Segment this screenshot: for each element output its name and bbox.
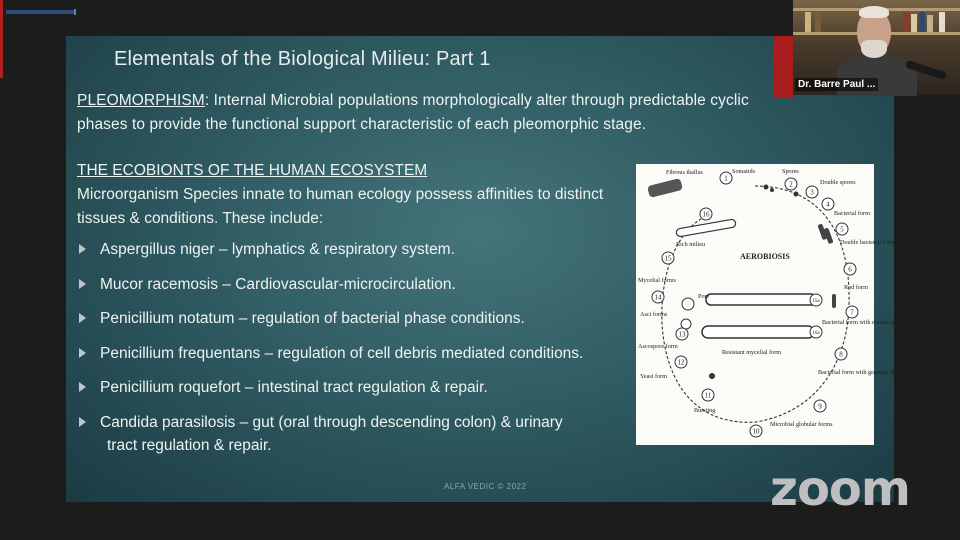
list-item (77, 273, 657, 296)
label-bursting: Bursting (694, 407, 716, 414)
label-asci-forms: Asci forms (640, 311, 668, 318)
stage-number: 13 (678, 330, 686, 339)
label-microbial-globular: Microbial globular forms (770, 421, 833, 428)
spore-dot (794, 192, 799, 197)
shared-slide (66, 36, 925, 502)
pleomorphism-paragraph (77, 89, 767, 137)
cycle-diagram-svg (636, 164, 925, 445)
bullet-arrow-icon (79, 313, 86, 323)
stage-number: 15a (812, 299, 820, 304)
stage-number: 11 (704, 391, 712, 400)
left-edge-accent (0, 0, 3, 78)
label-double-spores: Double spores (820, 179, 856, 186)
stage-number: 8 (839, 350, 843, 359)
stage-number: 12 (677, 358, 685, 367)
background-book (939, 12, 945, 32)
stage-number: 2 (789, 180, 793, 189)
label-somatids: Somatids (732, 168, 756, 175)
list-item-text: Penicillium notatum – regulation of bacterial phase conditions. (100, 310, 525, 327)
list-item-text: Candida parasilosis – gut (oral through descending colon) & urinary (100, 413, 563, 431)
bullet-arrow-icon (79, 382, 86, 392)
spore-dot (764, 185, 769, 190)
background-book (911, 14, 917, 32)
pleomorphism-heading: PLEOMORPHISM (77, 92, 205, 109)
background-book (903, 12, 909, 32)
label-mycelial-forms: Mycelial forms (638, 277, 676, 284)
label-ascospore-form: Ascospore form (638, 343, 678, 350)
stage-number: 10 (752, 427, 760, 436)
bullet-arrow-icon (79, 244, 86, 254)
rod-shape (832, 294, 836, 308)
label-double-bacterial-form: Double bacterial form (840, 239, 895, 246)
participant-hair (859, 6, 889, 18)
list-item (77, 238, 657, 261)
participant-beard (861, 40, 887, 58)
bullet-arrow-icon (79, 417, 86, 427)
stage-number: 15 (664, 254, 672, 263)
slide-title: Elementals of the Biological Milieu: Part 1 (114, 48, 491, 70)
fibrous-thallus-shape (647, 178, 683, 198)
stage-number: 16 (702, 210, 710, 219)
ecobionts-heading: THE ECOBIONTS OF THE HUMAN ECOSYSTEM (77, 162, 428, 179)
slide-accent-bar (774, 36, 794, 98)
stage-number: 16a (812, 331, 820, 336)
label-spores: Spores (782, 168, 799, 175)
label-pore: Pore (698, 293, 710, 300)
mycelial-tube-shape (706, 294, 816, 305)
label-bacterial-form-granular: Bacterial form with granular double spores (818, 369, 925, 376)
background-book (815, 14, 821, 32)
background-book (805, 12, 811, 32)
yeast-dot (709, 373, 715, 379)
label-rich-milieu: Rich milieu (676, 241, 706, 248)
bullet-arrow-icon (79, 348, 86, 358)
species-list (77, 238, 657, 468)
label-bacterial-form-double-spores: Bacterial form with double spores (822, 319, 907, 326)
label-resistant-mycelial: Resistant mycelial form (722, 349, 782, 356)
list-item (77, 307, 657, 330)
ascospore-shape (681, 319, 691, 329)
stage-number: 5 (840, 225, 844, 234)
stage-number: 4 (826, 200, 830, 209)
background-book (919, 12, 925, 32)
slide-footer: ALFA VEDIC © 2022 (444, 482, 527, 491)
stage-number: 1 (724, 174, 728, 183)
ecobionts-section (77, 159, 637, 231)
list-item-text: Mucor racemosis – Cardiovascular-microcirculation. (100, 275, 456, 293)
list-item-text: Aspergillus niger – lymphatics & respiratory system. (100, 241, 455, 258)
list-item (77, 411, 657, 457)
bullet-arrow-icon (79, 279, 86, 289)
participant-video-tile[interactable] (793, 0, 960, 95)
label-bacterial-form: Bacterial form (834, 210, 870, 217)
stage-number: 14 (654, 293, 662, 302)
label-aerobiosis: AEROBIOSIS (740, 252, 790, 261)
stage-number: 3 (810, 188, 814, 197)
pleomorphism-text: : Internal Microbial populations morphologically alter through predictable cyclic phases to provide the functional support characteristic of each pleomorphic stage. (77, 92, 749, 133)
list-item-text: Penicillium roquefort – intestinal tract regulation & repair. (100, 379, 488, 396)
resistant-mycelial-shape (702, 326, 814, 338)
background-book (927, 15, 933, 32)
pleomorphic-cycle-diagram (636, 164, 925, 445)
list-item-continuation: tract regulation & repair. (107, 436, 272, 454)
ecobionts-text: Microorganism Species innate to human ecology possess affinities to distinct tissues & conditions. These include: (77, 186, 604, 227)
rich-milieu-shape (676, 219, 736, 237)
label-fibrous-thallus: Fibrous thallus (666, 169, 703, 176)
window-title-mark (6, 10, 76, 14)
list-item (77, 342, 657, 365)
stage-number: 7 (850, 308, 854, 317)
list-item-text: Penicillium frequentans – regulation of cell debris mediated conditions. (100, 344, 584, 362)
label-yeast-form: Yeast form (640, 373, 668, 380)
stage-number: 9 (818, 402, 822, 411)
list-item (77, 376, 657, 399)
label-rod-form: Rod form (844, 284, 868, 291)
ascus-shape (682, 298, 694, 310)
spore-dot (770, 188, 774, 192)
participant-name: Dr. Barre Paul ... (795, 78, 878, 91)
zoom-logo: zoom (770, 461, 910, 517)
stage-number: 6 (848, 265, 852, 274)
